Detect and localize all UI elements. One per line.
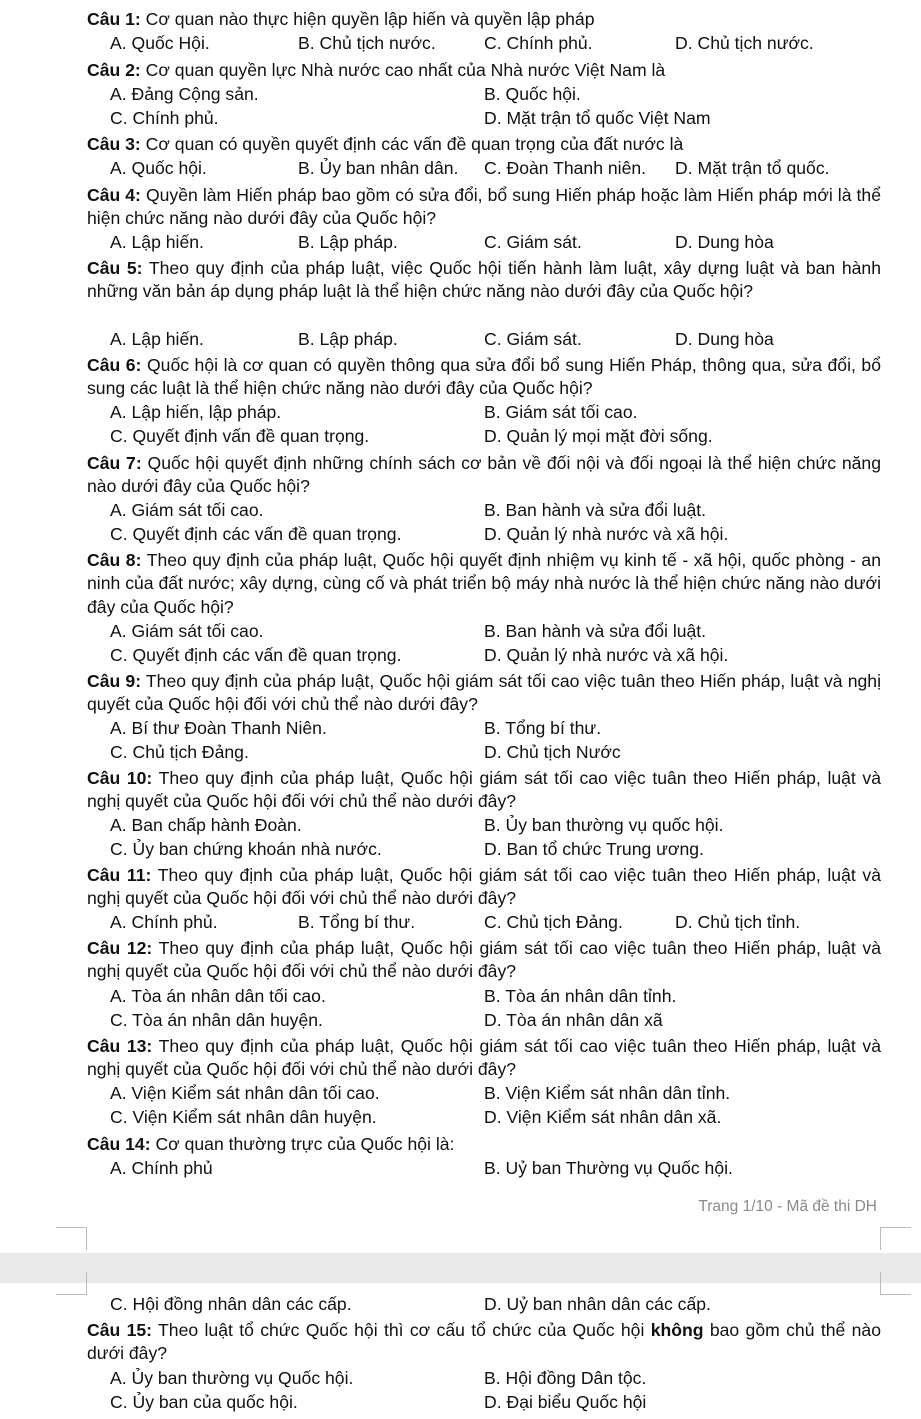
question-2 <box>87 59 881 82</box>
option-d: D. Tòa án nhân dân xã <box>484 1010 663 1030</box>
option-a: A. Bí thư Đoàn Thanh Niên. <box>110 718 327 738</box>
option-c: C. Chủ tịch Đảng. <box>484 912 623 932</box>
question-text: Theo quy định của pháp luật, Quốc hội giám sát tối cao việc tuân theo Hiến pháp, luật và nghị quyết của Quốc hội đối với chủ thể nào dưới đây? <box>87 938 881 982</box>
option-a: A. Ban chấp hành Đoàn. <box>110 815 302 835</box>
question-number: Câu 6: <box>87 355 142 375</box>
question-number: Câu 7: <box>87 453 142 473</box>
question-text: Quốc hội là cơ quan có quyền thông qua sửa đổi bổ sung Hiến Pháp, thông qua, sửa đổi, bổ sung các luật là thể hiện chức năng nào dưới đây của Quốc hội? <box>87 355 881 399</box>
option-a: A. Ủy ban thường vụ Quốc hội. <box>110 1368 354 1388</box>
option-b: B. Ủy ban thường vụ quốc hội. <box>484 815 724 835</box>
question-text: Theo quy định của pháp luật, Quốc hội giám sát tối cao việc tuân theo Hiến pháp, luật và nghị quyết của Quốc hội đối với chủ thể nào dưới đây? <box>87 1036 881 1080</box>
question-7 <box>87 452 881 499</box>
option-d: D. Chủ tịch nước. <box>675 33 814 53</box>
question-number: Câu 14: <box>87 1134 151 1154</box>
option-c: C. Giám sát. <box>484 232 582 252</box>
question-text: Cơ quan nào thực hiện quyền lập hiến và quyền lập pháp <box>145 9 595 29</box>
option-a: A. Giám sát tối cao. <box>110 621 264 641</box>
option-c: C. Viện Kiểm sát nhân dân huyện. <box>110 1107 377 1127</box>
option-b: B. Quốc hội. <box>484 84 581 104</box>
option-d: D. Mặt trận tổ quốc. <box>675 158 830 178</box>
crop-mark <box>56 1227 87 1250</box>
option-b: B. Lập pháp. <box>298 232 398 252</box>
option-d: D. Dung hòa <box>675 329 774 349</box>
option-d: D. Đại biểu Quốc hội <box>484 1392 647 1412</box>
question-12 <box>87 937 881 984</box>
question-number: Câu 11: <box>87 865 152 885</box>
option-a: A. Lập hiến, lập pháp. <box>110 402 282 422</box>
option-a: A. Chính phủ <box>110 1158 213 1178</box>
question-10 <box>87 767 881 814</box>
option-c: C. Chính phủ. <box>110 108 219 128</box>
option-b: B. Giám sát tối cao. <box>484 402 638 422</box>
option-c: C. Hội đồng nhân dân các cấp. <box>110 1294 352 1314</box>
question-1 <box>87 8 881 31</box>
question-emphasis: không <box>650 1320 704 1340</box>
option-c: C. Quyết định vấn đề quan trọng. <box>110 426 370 446</box>
option-a: A. Giám sát tối cao. <box>110 500 264 520</box>
option-d: D. Viện Kiểm sát nhân dân xã. <box>484 1107 722 1127</box>
question-5 <box>87 257 881 304</box>
option-c: C. Quyết định các vấn đề quan trọng. <box>110 524 402 544</box>
question-number: Câu 1: <box>87 9 141 29</box>
question-number: Câu 9: <box>87 671 142 691</box>
option-d: D. Quản lý mọi mặt đời sống. <box>484 426 713 446</box>
option-d: D. Quản lý nhà nước và xã hội. <box>484 645 729 665</box>
question-11 <box>87 864 881 911</box>
crop-mark <box>880 1227 911 1250</box>
option-b: B. Lập pháp. <box>298 329 398 349</box>
option-c: C. Chủ tịch Đảng. <box>110 742 249 762</box>
question-number: Câu 4: <box>87 185 141 205</box>
question-text-end: bao gồm chủ thể nào dưới đây? <box>87 1320 882 1364</box>
option-c: C. Ủy ban của quốc hội. <box>110 1392 298 1412</box>
question-number: Câu 2: <box>87 60 141 80</box>
question-number: Câu 13: <box>87 1036 153 1056</box>
option-a: A. Quốc hội. <box>110 158 207 178</box>
question-number: Câu 8: <box>87 550 142 570</box>
option-b: B. Ủy ban nhân dân. <box>298 158 459 178</box>
option-c: C. Giám sát. <box>484 329 582 349</box>
question-text: Cơ quan có quyền quyết định các vấn đề quan trọng của đất nước là <box>145 134 684 154</box>
option-b: B. Tòa án nhân dân tỉnh. <box>484 986 677 1006</box>
option-c: C. Chính phủ. <box>484 33 593 53</box>
question-text: Cơ quan thường trực của Quốc hội là: <box>155 1134 455 1154</box>
option-a: A. Quốc Hội. <box>110 33 210 53</box>
option-d: D. Quản lý nhà nước và xã hội. <box>484 524 729 544</box>
page-separator <box>0 1253 921 1283</box>
question-14 <box>87 1133 881 1156</box>
option-b: B. Tổng bí thư. <box>298 912 416 932</box>
option-d: D. Dung hòa <box>675 232 774 252</box>
option-c: C. Đoàn Thanh niên. <box>484 158 647 178</box>
option-d: D. Ban tổ chức Trung ương. <box>484 839 704 859</box>
question-13 <box>87 1035 881 1082</box>
option-b: B. Uỷ ban Thường vụ Quốc hội. <box>484 1158 733 1178</box>
question-4 <box>87 184 881 231</box>
question-text: Quốc hội quyết định những chính sách cơ bản về đối nội và đối ngoại là thể hiện chức năng nào dưới đây của Quốc hội? <box>87 453 882 497</box>
question-text: Theo luật tổ chức Quốc hội thì cơ cấu tổ chức của Quốc hội <box>158 1320 645 1340</box>
question-text: Theo quy định của pháp luật, Quốc hội giám sát tối cao việc tuân theo Hiến pháp, luật và nghị quyết của Quốc hội đối với chủ thể nào dưới đây? <box>87 671 881 715</box>
question-number: Câu 12: <box>87 938 153 958</box>
option-b: B. Hội đồng Dân tộc. <box>484 1368 647 1388</box>
question-number: Câu 10: <box>87 768 153 788</box>
option-d: D. Mặt trận tổ quốc Việt Nam <box>484 108 711 128</box>
question-text: Quyền làm Hiến pháp bao gồm có sửa đổi, bổ sung Hiến pháp hoặc làm Hiến pháp mới là thể hiện chức năng nào dưới đây của Quốc hội? <box>87 185 881 229</box>
option-a: A. Viện Kiểm sát nhân dân tối cao. <box>110 1083 380 1103</box>
option-a: A. Đảng Cộng sản. <box>110 84 259 104</box>
option-c: C. Tòa án nhân dân huyện. <box>110 1010 323 1030</box>
option-d: D. Chủ tịch tỉnh. <box>675 912 801 932</box>
option-a: A. Lập hiến. <box>110 232 204 252</box>
question-number: Câu 5: <box>87 258 143 278</box>
option-c: C. Ủy ban chứng khoán nhà nước. <box>110 839 382 859</box>
question-3 <box>87 133 881 156</box>
option-b: B. Ban hành và sửa đổi luật. <box>484 621 707 641</box>
page-footer: Trang 1/10 - Mã đề thi DH <box>698 1198 877 1215</box>
option-a: A. Chính phủ. <box>110 912 218 932</box>
option-d: D. Uỷ ban nhân dân các cấp. <box>484 1294 711 1314</box>
exam-page-2 <box>0 1287 921 1419</box>
question-number: Câu 15: <box>87 1320 153 1340</box>
question-6 <box>87 354 881 401</box>
question-text: Theo quy định của pháp luật, Quốc hội giám sát tối cao việc tuân theo Hiến pháp, luật và nghị quyết của Quốc hội đối với chủ thể nào dưới đây? <box>87 768 881 812</box>
question-text: Theo quy định của pháp luật, việc Quốc hội tiến hành làm luật, xây dựng luật và ban hành những văn bản áp dụng pháp luật là thể hiện chức năng nào dưới đây của Quốc hội? <box>87 258 882 302</box>
option-d: D. Chủ tịch Nước <box>484 742 621 762</box>
option-a: A. Tòa án nhân dân tối cao. <box>110 986 326 1006</box>
question-text: Theo quy định của pháp luật, Quốc hội giám sát tối cao việc tuân theo Hiến pháp, luật và nghị quyết của Quốc hội đối với chủ thể nào dưới đây? <box>87 865 881 909</box>
question-text: Cơ quan quyền lực Nhà nước cao nhất của Nhà nước Việt Nam là <box>145 60 666 80</box>
option-b: B. Chủ tịch nước. <box>298 33 436 53</box>
option-b: B. Ban hành và sửa đổi luật. <box>484 500 707 520</box>
question-15 <box>87 1319 881 1366</box>
option-a: A. Lập hiến. <box>110 329 204 349</box>
question-9 <box>87 670 881 717</box>
question-number: Câu 3: <box>87 134 141 154</box>
question-8 <box>87 549 881 619</box>
option-b: B. Tổng bí thư. <box>484 718 602 738</box>
question-text: Theo quy định của pháp luật, Quốc hội quyết định nhiệm vụ kinh tế - xã hội, quốc phòng - an ninh của đất nước; xây dựng, cùng cố và phát triển bộ máy nhà nước là thể hiện chức năng nào dưới đây của Quốc hội? <box>87 550 881 617</box>
option-c: C. Quyết định các vấn đề quan trọng. <box>110 645 402 665</box>
option-b: B. Viện Kiểm sát nhân dân tỉnh. <box>484 1083 731 1103</box>
